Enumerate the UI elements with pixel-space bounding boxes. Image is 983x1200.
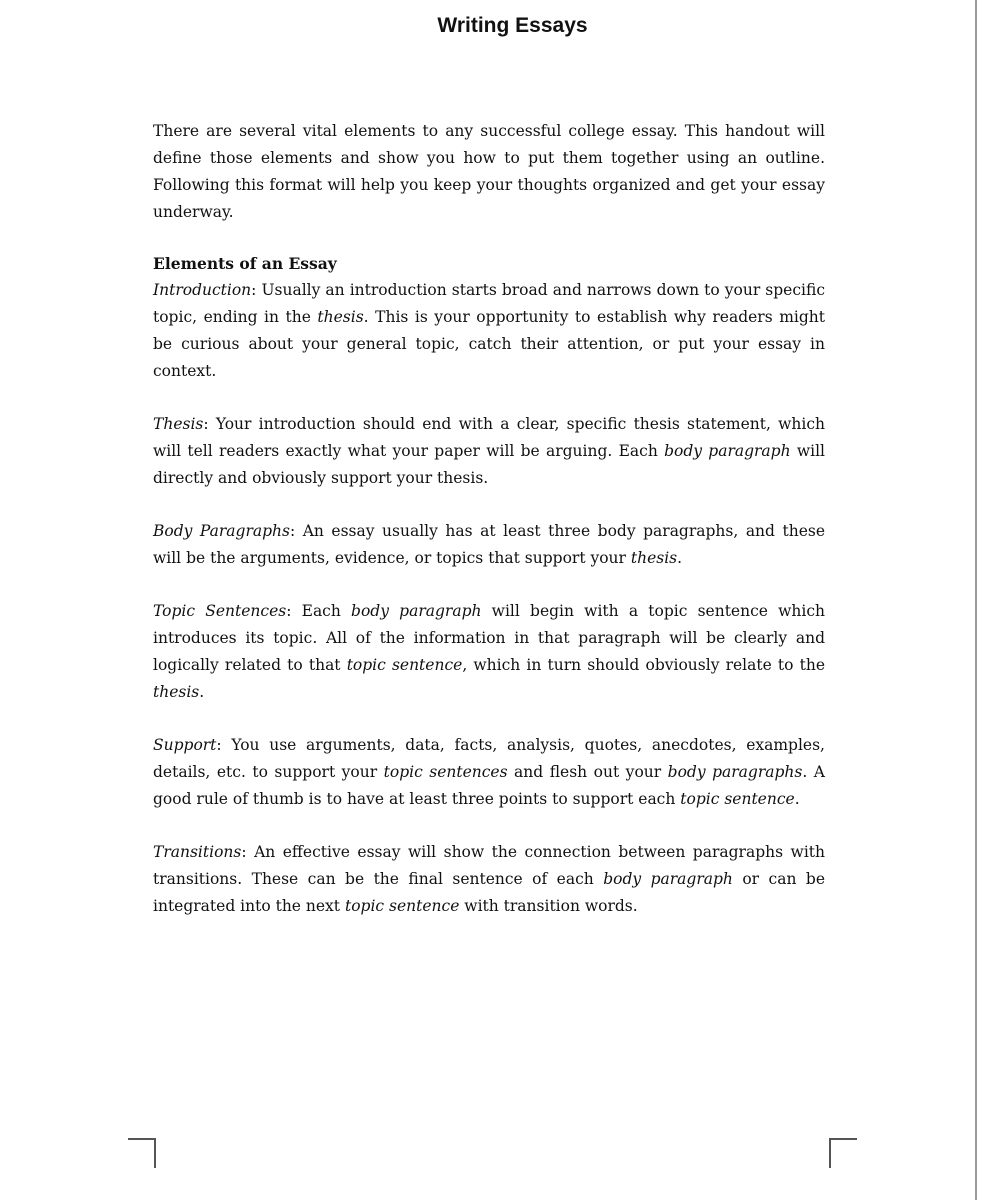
paragraph-text: will directly and obviously support your thesis. — [153, 442, 825, 487]
term-text: Thesis — [153, 415, 204, 433]
page-edge-divider — [975, 0, 977, 1200]
paragraph-text: . A good rule of thumb is to have at least three points to support each — [153, 763, 825, 808]
paragraph-text: . This is your opportunity to establish why readers might be curious about your general topic, catch their attention, or put your essay in context. — [153, 308, 825, 380]
document-body — [153, 118, 825, 946]
paragraph-text: : An effective essay will show the connection between paragraphs with transitions. These can be the final sentence of each — [153, 843, 825, 888]
paragraph-text: and flesh out your — [507, 763, 668, 781]
term-text: body paragraph — [351, 602, 482, 620]
paragraph-text: . — [677, 549, 683, 567]
paragraph-text: : Usually an introduction starts broad and narrows down to your specific topic, ending in the — [153, 281, 825, 326]
paragraph-text: : Each — [286, 602, 352, 620]
term-text: thesis — [630, 549, 678, 567]
element-paragraph — [153, 411, 825, 492]
crop-mark-bottom-right — [829, 1138, 857, 1168]
element-paragraph — [153, 732, 825, 813]
crop-mark-bottom-left — [128, 1138, 156, 1168]
paragraph-text: : You use arguments, data, facts, analysis, quotes, anecdotes, examples, details, etc. to support your — [153, 736, 825, 781]
document-title: Writing Essays — [437, 14, 588, 37]
term-text: topic sentence — [346, 656, 463, 674]
term-text: topic sentence — [344, 897, 460, 915]
term-text: topic sentence — [680, 790, 795, 808]
term-text: body paragraph — [603, 870, 733, 888]
paragraph-text: will begin with a topic sentence which introduces its topic. All of the information in that paragraph will be clearly and logically related to that — [153, 602, 826, 674]
term-text: Support — [153, 736, 217, 754]
paragraph-text: . — [794, 790, 800, 808]
term-text: topic sentences — [383, 763, 508, 781]
paragraph-text: with transition words. — [459, 897, 638, 915]
paragraph-text: . — [199, 683, 205, 701]
term-text: thesis — [153, 683, 200, 701]
paragraph-text: : An essay usually has at least three body paragraphs, and these will be the arguments, evidence, or topics that support your — [153, 522, 825, 567]
term-text: Topic Sentences — [153, 602, 287, 620]
term-text: body paragraph — [664, 442, 791, 460]
elements-list — [153, 277, 825, 920]
paragraph-text: : Your introduction should end with a clear, specific thesis statement, which will tell readers exactly what your paper will be arguing. Each — [153, 415, 825, 460]
section-heading: Elements of an Essay — [153, 254, 337, 273]
term-text: body paragraphs — [667, 763, 803, 781]
intro-paragraph: There are several vital elements to any successful college essay. This handout will define those elements and show you how to put them together using an outline. Following this format will help you keep your thoughts organized and get your essay underway. — [153, 122, 825, 221]
paragraph-text: , which in turn should obviously relate to the — [462, 656, 825, 674]
paragraph-text: or can be integrated into the next — [153, 870, 825, 915]
element-paragraph — [153, 277, 825, 385]
term-text: thesis — [317, 308, 364, 326]
term-text: Body Paragraphs — [153, 522, 290, 540]
element-paragraph — [153, 518, 825, 572]
term-text: Introduction — [153, 281, 252, 299]
element-paragraph — [153, 839, 825, 920]
element-paragraph — [153, 598, 825, 706]
term-text: Transitions — [153, 843, 242, 861]
